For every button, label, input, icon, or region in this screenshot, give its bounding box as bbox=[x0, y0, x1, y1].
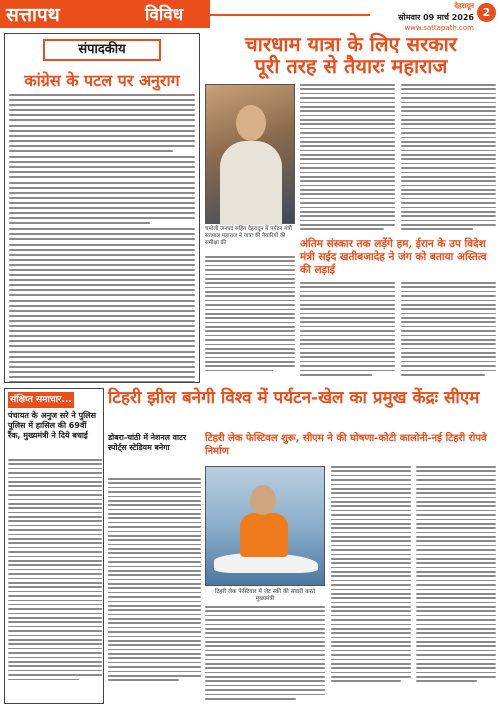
section-name: विविध bbox=[145, 5, 184, 25]
brand-name: सत्तापथ bbox=[6, 4, 60, 26]
tehri-story-photo-caption: टिहरी लेक फेस्टिवल में जेट स्की की सवारी करते मुख्यमंत्री bbox=[214, 589, 316, 602]
tehri-story-subheadline: टिहरी लेक फेस्टिवल शुरू, सीएम ने की घोषणा-कोटी कालोनी-नई टिहरी रोपवे निर्माण bbox=[205, 433, 487, 457]
masthead-meta bbox=[334, 2, 474, 32]
main-story-col-2 bbox=[300, 84, 395, 233]
tehri-col-3 bbox=[331, 466, 411, 685]
main-story-photo bbox=[205, 84, 295, 224]
editorial-text bbox=[5, 94, 199, 383]
tehri-story-headline: टिहरी झील बनेगी विश्व में पर्यटन-खेल का प्रमुख केंद्रः सीएम bbox=[108, 388, 480, 408]
main-story-col-3 bbox=[401, 84, 496, 233]
brand-block bbox=[0, 0, 115, 28]
editorial-label: संपादकीय bbox=[43, 39, 161, 61]
iran-story-col-1 bbox=[300, 282, 395, 378]
news-brief-box bbox=[4, 388, 104, 704]
tehri-col-1 bbox=[108, 478, 201, 684]
iran-story-col-2 bbox=[401, 282, 496, 378]
tehri-col-2-lower bbox=[205, 606, 325, 702]
section-block bbox=[115, 0, 210, 28]
masthead bbox=[0, 0, 500, 32]
main-story-col-1-lower bbox=[205, 256, 295, 374]
main-story-photo-caption: चमोली जनपद सहित देहरादून में पर्यटन मंत्री सतपाल महाराज ने यात्रा की तैयारियों की समीक्षा की bbox=[205, 226, 292, 246]
city-name: देहरादून bbox=[454, 2, 474, 10]
main-headline-line1: चारधाम यात्रा के लिए सरकार bbox=[245, 32, 457, 56]
editorial-box bbox=[4, 33, 200, 383]
main-story-headline bbox=[205, 33, 497, 77]
tehri-col-4 bbox=[416, 466, 496, 685]
website-link[interactable]: www.sattapath.com bbox=[404, 24, 474, 32]
editorial-headline: कांग्रेस के पटल पर अनुराग bbox=[24, 71, 180, 90]
news-brief-headline: पंचायत के अनुज सरे ने पुलिस पुलिस में हासिल की 69वीं रैंक, मुख्यमंत्री ने दिये बधाई bbox=[8, 411, 97, 440]
news-brief-label: संक्षिप्त समाचार... bbox=[8, 392, 74, 408]
page-number-badge: 2 bbox=[477, 3, 496, 22]
iran-story-headline: अंतिम संस्कार तक लड़ेंगे हम, ईरान के उप विदेश मंत्री सईद खतीबजादेह ने जंग को बताया अस्तित्व की लड़ाई bbox=[300, 238, 487, 276]
main-headline-line2: पूरी तरह से तैयारः महाराज bbox=[254, 54, 448, 78]
tehri-story-photo bbox=[205, 466, 325, 586]
tehri-inset-headline: डोबरा-चांठी में नेशनल वाटर स्पोर्ट्स स्टेडियम बनेगा bbox=[108, 433, 187, 452]
news-brief-text bbox=[8, 459, 102, 683]
issue-date: सोमवार 09 मार्च 2026 bbox=[398, 13, 474, 22]
